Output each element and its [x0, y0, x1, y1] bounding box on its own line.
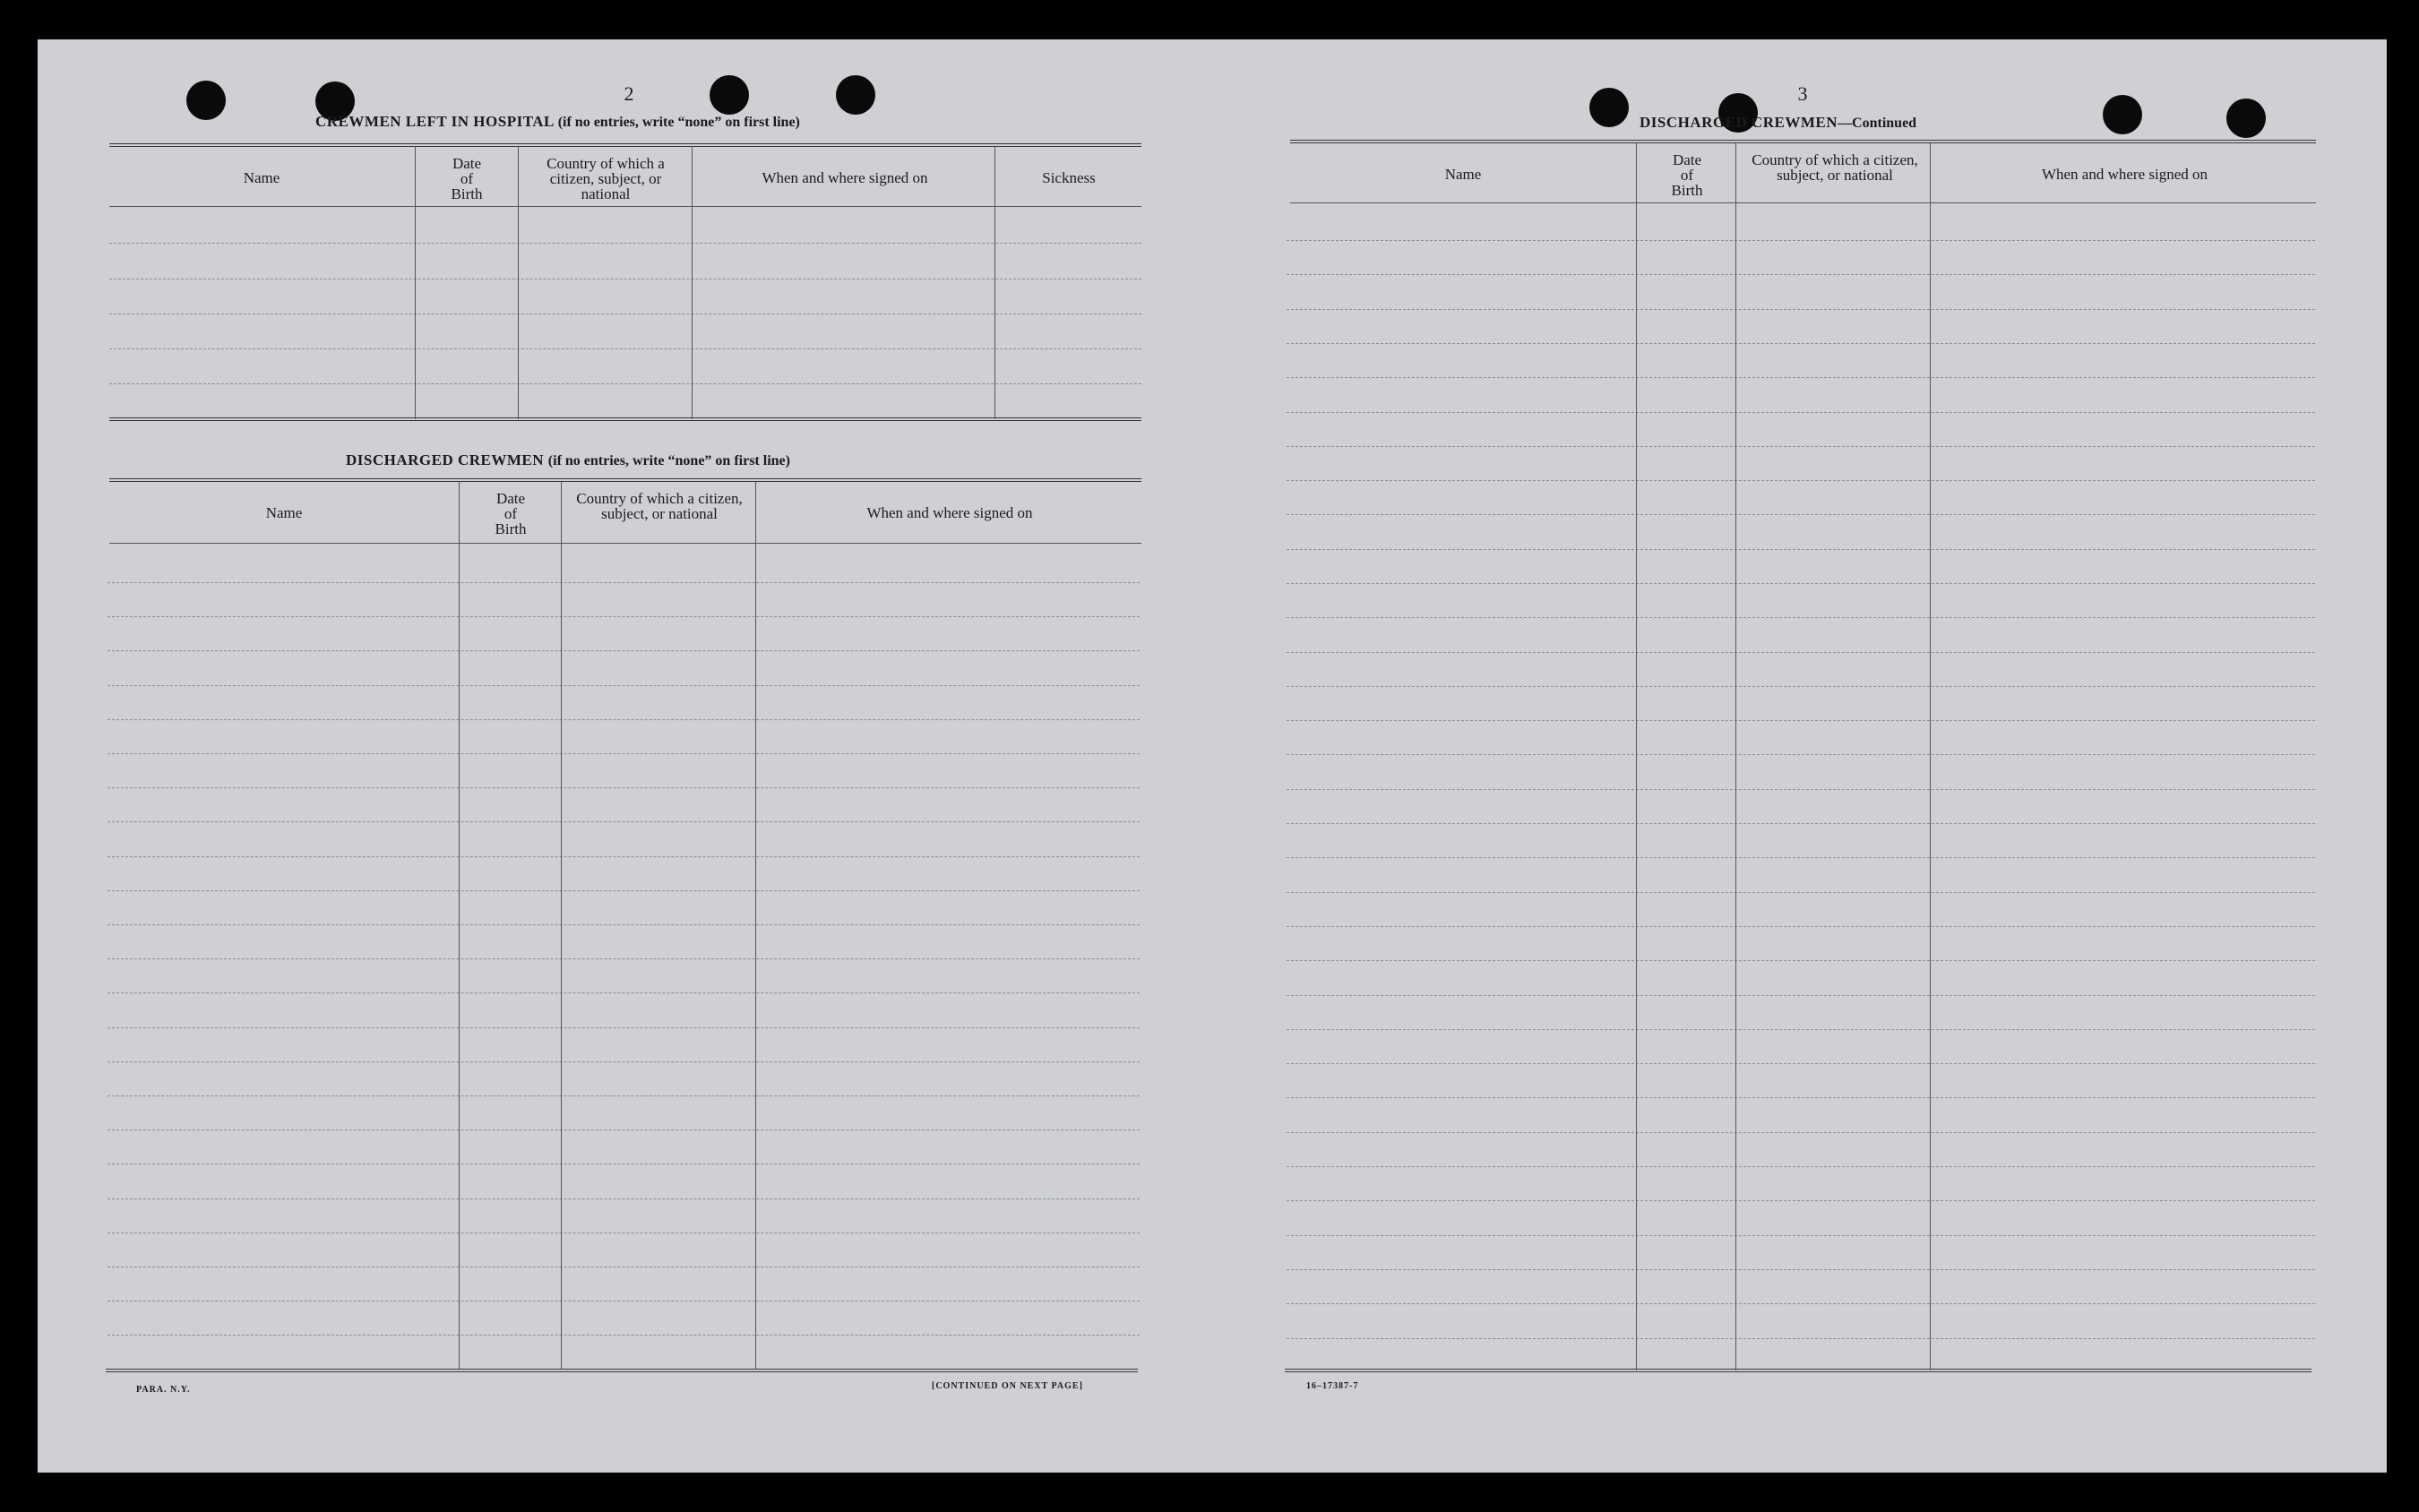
row-line [108, 1198, 1140, 1199]
row-line [1287, 652, 2315, 653]
row-line [108, 924, 1140, 925]
punch-hole [1589, 88, 1629, 127]
page-number: 2 [624, 82, 634, 105]
row-line [1287, 514, 2315, 515]
row-line [1287, 549, 2315, 550]
row-line [108, 1095, 1140, 1096]
row-line [1287, 1200, 2315, 1201]
continued-col-signed: When and where signed on [2041, 166, 2208, 183]
continued-col-divider [1636, 143, 1637, 1370]
row-line [1287, 1029, 2315, 1030]
row-line [1287, 309, 2315, 310]
punch-hole [186, 81, 226, 120]
continued-title-suffix: —Continued [1838, 116, 1917, 131]
hospital-col-divider [692, 146, 693, 419]
discharged-header-rule [109, 543, 1141, 544]
row-line [108, 1335, 1140, 1336]
row-line [108, 992, 1140, 993]
row-line [1287, 480, 2315, 481]
row-line [108, 650, 1140, 651]
discharged-col-country-text: Country of which a citizen, subject, or national [576, 490, 743, 522]
discharged-col-divider [755, 482, 756, 1369]
hospital-row-line [109, 348, 1141, 349]
row-line [1287, 1132, 2315, 1133]
row-line [1287, 240, 2315, 241]
row-line [108, 1301, 1140, 1302]
row-line [1287, 960, 2315, 961]
discharged-col-divider [561, 482, 562, 1369]
continued-col-country-text: Country of which a citizen, subject, or national [1752, 151, 1918, 184]
hospital-col-divider [994, 146, 995, 419]
hospital-table-bottom-rule [109, 417, 1141, 421]
row-line [1287, 995, 2315, 996]
row-line [1287, 720, 2315, 721]
row-line [108, 685, 1140, 686]
discharged-col-divider [459, 482, 460, 1369]
hospital-row-line [109, 243, 1141, 244]
punch-hole [836, 75, 875, 115]
hospital-title-text: CREWMEN LEFT IN HOSPITAL [315, 113, 554, 130]
hospital-col-country-text: Country of which a citizen, subject, or national [547, 155, 665, 202]
row-line [108, 787, 1140, 788]
discharged-col-signed: When and where signed on [866, 504, 1033, 521]
discharged-col-dob-text: Date of Birth [495, 490, 527, 537]
continued-note: [CONTINUED ON NEXT PAGE] [932, 1381, 1083, 1391]
row-line [108, 582, 1140, 583]
discharged-section-title [346, 451, 790, 469]
continued-col-divider [1735, 143, 1736, 1370]
row-line [1287, 274, 2315, 275]
row-line [108, 616, 1140, 617]
punch-hole [2226, 99, 2266, 138]
row-line [1287, 754, 2315, 755]
row-line [1287, 789, 2315, 790]
row-line [1287, 1303, 2315, 1304]
manifest-sheet [38, 39, 2387, 1473]
hospital-title-note: (if no entries, write “none” on first line) [557, 115, 800, 130]
row-line [1287, 1097, 2315, 1098]
punch-hole [2103, 95, 2142, 134]
row-line [1287, 1338, 2315, 1339]
row-line [1287, 857, 2315, 858]
row-line [108, 890, 1140, 891]
row-line [1287, 926, 2315, 927]
hospital-col-name: Name [243, 169, 280, 186]
discharged-table-bottom-rule [106, 1369, 1138, 1372]
continued-col-dob [1638, 152, 1736, 198]
discharged-col-dob [461, 491, 561, 537]
row-line [1287, 1269, 2315, 1270]
continued-title-text: DISCHARGED CREWMEN [1640, 114, 1838, 131]
row-line [1287, 343, 2315, 344]
row-line [1287, 1235, 2315, 1236]
hospital-col-dob-text: Date of Birth [451, 155, 483, 202]
hospital-col-country [520, 156, 692, 202]
continued-table-bottom-rule [1285, 1369, 2311, 1372]
row-line [108, 753, 1140, 754]
discharged-title-note: (if no entries, write “none” on first line) [547, 453, 790, 468]
hospital-col-divider [518, 146, 519, 419]
continued-table-top-rule [1290, 140, 2316, 143]
hospital-table-top-rule [109, 143, 1141, 147]
row-line [1287, 892, 2315, 893]
row-line [1287, 823, 2315, 824]
hospital-col-dob [416, 156, 518, 202]
row-line [108, 1061, 1140, 1062]
hospital-section-title [315, 113, 800, 131]
row-line [1287, 1166, 2315, 1167]
continued-header-rule [1290, 202, 2316, 203]
hospital-col-sickness: Sickness [1042, 169, 1096, 186]
continued-col-country [1738, 152, 1932, 183]
discharged-table-top-rule [109, 478, 1141, 482]
hospital-col-signed: When and where signed on [762, 169, 928, 186]
discharged-title-text: DISCHARGED CREWMEN [346, 451, 545, 468]
row-line [1287, 412, 2315, 413]
hospital-col-divider [415, 146, 416, 419]
continued-section-title [1640, 114, 1916, 132]
row-line [1287, 446, 2315, 447]
printer-mark: PARA. N.Y. [136, 1385, 191, 1395]
continued-col-dob-text: Date of Birth [1671, 151, 1703, 199]
row-line [1287, 583, 2315, 584]
continued-col-name: Name [1444, 166, 1482, 183]
row-line [1287, 686, 2315, 687]
row-line [108, 1027, 1140, 1028]
row-line [1287, 1063, 2315, 1064]
form-number: 16–17387-7 [1306, 1381, 1359, 1391]
hospital-row-line [109, 383, 1141, 384]
row-line [108, 958, 1140, 959]
discharged-col-country [563, 491, 756, 521]
row-line [108, 856, 1140, 857]
punch-hole [710, 75, 749, 115]
row-line [108, 821, 1140, 822]
discharged-col-name: Name [265, 504, 303, 521]
row-line [108, 719, 1140, 720]
row-line [1287, 617, 2315, 618]
continued-col-divider [1930, 143, 1931, 1370]
row-line [1287, 377, 2315, 378]
hospital-header-rule [109, 206, 1141, 207]
page-number: 3 [1797, 82, 1808, 105]
